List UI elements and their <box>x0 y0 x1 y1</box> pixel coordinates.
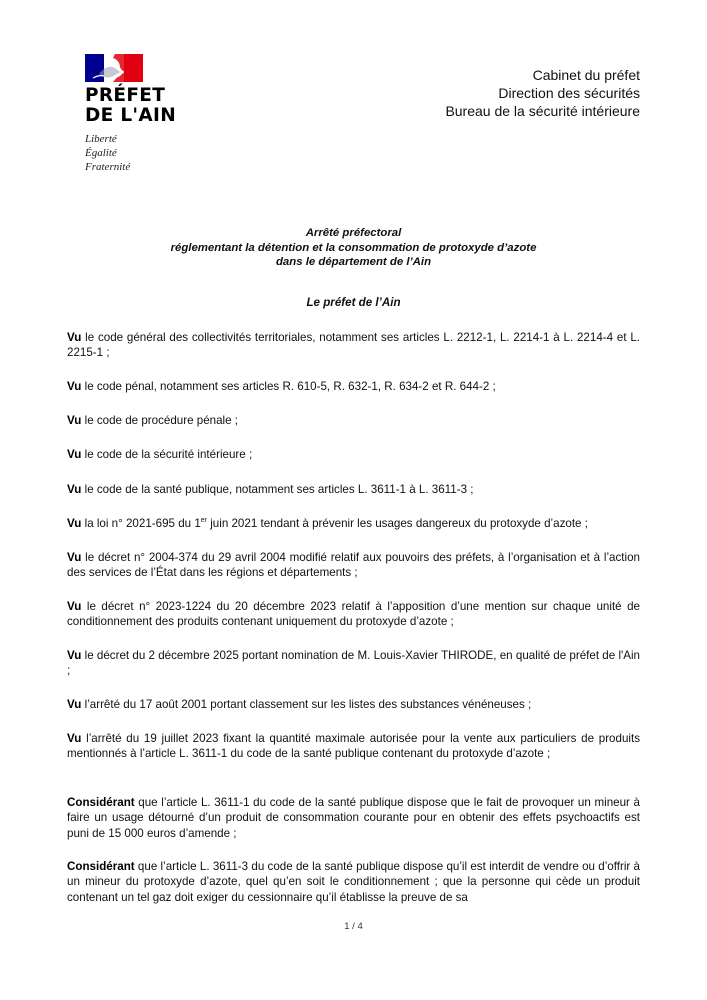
paragraph-text: le décret n° 2004-374 du 29 avril 2004 modifié relatif aux pouvoirs des préfets, à l’organisation et à l’action des services de l’État dans les régions et départements ; <box>67 551 640 580</box>
visa-paragraph <box>67 648 640 679</box>
visa-paragraph <box>67 482 640 497</box>
paragraph-text: le code général des collectivités territoriales, notamment ses articles L. 2212-1, L. 2214-1 à L. 2214-4 et L. 2215-1 ; <box>67 331 640 360</box>
visa-paragraph <box>67 697 640 712</box>
paragraph-text: la loi n° 2021-695 du 1 <box>81 517 201 530</box>
paragraph-text: que l’article L. 3611-1 du code de la santé publique dispose que le fait de provoquer un mineur à faire un usage détourné d’un produit de consommation courante pour en obtenir des effets psychoactifs est puni de 15 000 euros d’amende ; <box>67 796 640 840</box>
service-line: Direction des sécurités <box>498 85 640 101</box>
service-line: Bureau de la sécurité intérieure <box>445 103 640 119</box>
motto-line: Liberté <box>85 133 117 145</box>
visa-paragraph <box>67 731 640 762</box>
paragraph-lead: Vu <box>67 732 82 745</box>
visa-paragraph <box>67 599 640 630</box>
paragraph-lead: Vu <box>67 517 82 530</box>
paragraph-text: le décret du 2 décembre 2025 portant nomination de M. Louis-Xavier THIRODE, en qualité de préfet de l'Ain ; <box>67 649 640 678</box>
republic-motto <box>85 132 176 174</box>
visa-paragraph <box>67 413 640 428</box>
considerant-paragraph <box>67 859 640 905</box>
logo-line: PRÉFET <box>85 85 166 106</box>
paragraph-lead: Vu <box>67 414 82 427</box>
paragraph-lead: Vu <box>67 600 82 613</box>
visa-paragraph <box>67 550 640 581</box>
paragraph-text: que l’article L. 3611-3 du code de la santé publique dispose qu’il est interdit de vendre ou d’offrir à un mineur du protoxyde d’azote, quel qu’en soit le conditionnement ; que la personne qui cède un produit contenant un tel gaz doit exiger du cessionnaire qu’il établisse la preuve de sa <box>67 860 640 904</box>
ordinal-superscript: er <box>200 517 207 524</box>
issuing-service <box>445 66 640 120</box>
logo-line: DE L'AIN <box>85 105 176 126</box>
prefecture-logo <box>85 54 176 174</box>
paragraph-text: le code de la santé publique, notamment ses articles L. 3611-1 à L. 3611-3 ; <box>81 483 474 496</box>
paragraph-text: le code pénal, notamment ses articles R. 610-5, R. 632-1, R. 634-2 et R. 644-2 ; <box>81 380 496 393</box>
paragraph-lead: Vu <box>67 551 82 564</box>
paragraph-lead: Vu <box>67 380 82 393</box>
logo-text <box>85 86 176 126</box>
paragraph-text: le code de procédure pénale ; <box>81 414 239 427</box>
motto-line: Égalité <box>85 147 117 159</box>
paragraph-lead: Vu <box>67 331 82 344</box>
paragraph-text: juin 2021 tendant à prévenir les usages dangereux du protoxyde d’azote ; <box>207 517 588 530</box>
paragraph-text: l’arrêté du 17 août 2001 portant classement sur les listes des substances vénéneuses ; <box>81 698 532 711</box>
title-line: Arrêté préfectoral <box>305 227 402 239</box>
paragraph-text: le décret n° 2023-1224 du 20 décembre 2023 relatif à l’apposition d’une mention sur chaque unité de conditionnement des produits contenant uniquement du protoxyde d’azote ; <box>67 600 640 629</box>
marianne-flag-icon <box>85 54 143 82</box>
title-line: dans le département de l’Ain <box>275 256 432 268</box>
visa-paragraph <box>67 516 640 531</box>
prefet-heading: Le préfet de l’Ain <box>306 296 401 309</box>
paragraph-lead: Considérant <box>67 796 135 809</box>
paragraph-lead: Vu <box>67 448 82 461</box>
visa-paragraph <box>67 447 640 462</box>
paragraph-text: l’arrêté du 19 juillet 2023 fixant la quantité maximale autorisée pour la vente aux particuliers de produits mentionnés à l’article L. 3611-1 du code de la santé publique contenant du protoxyde d’azote ; <box>67 732 640 761</box>
title-line: réglementant la détention et la consommation de protoxyde d’azote <box>170 241 537 254</box>
paragraph-lead: Vu <box>67 698 82 711</box>
paragraph-lead: Considérant <box>67 860 135 873</box>
visa-paragraph <box>67 379 640 394</box>
considerant-paragraph <box>67 795 640 841</box>
document-title <box>67 226 640 270</box>
page-number: 1 / 4 <box>344 921 363 932</box>
motto-line: Fraternité <box>85 161 131 173</box>
visa-paragraph <box>67 330 640 361</box>
paragraph-lead: Vu <box>67 649 82 662</box>
paragraph-lead: Vu <box>67 483 82 496</box>
service-line: Cabinet du préfet <box>532 67 640 83</box>
paragraph-text: le code de la sécurité intérieure ; <box>81 448 253 461</box>
